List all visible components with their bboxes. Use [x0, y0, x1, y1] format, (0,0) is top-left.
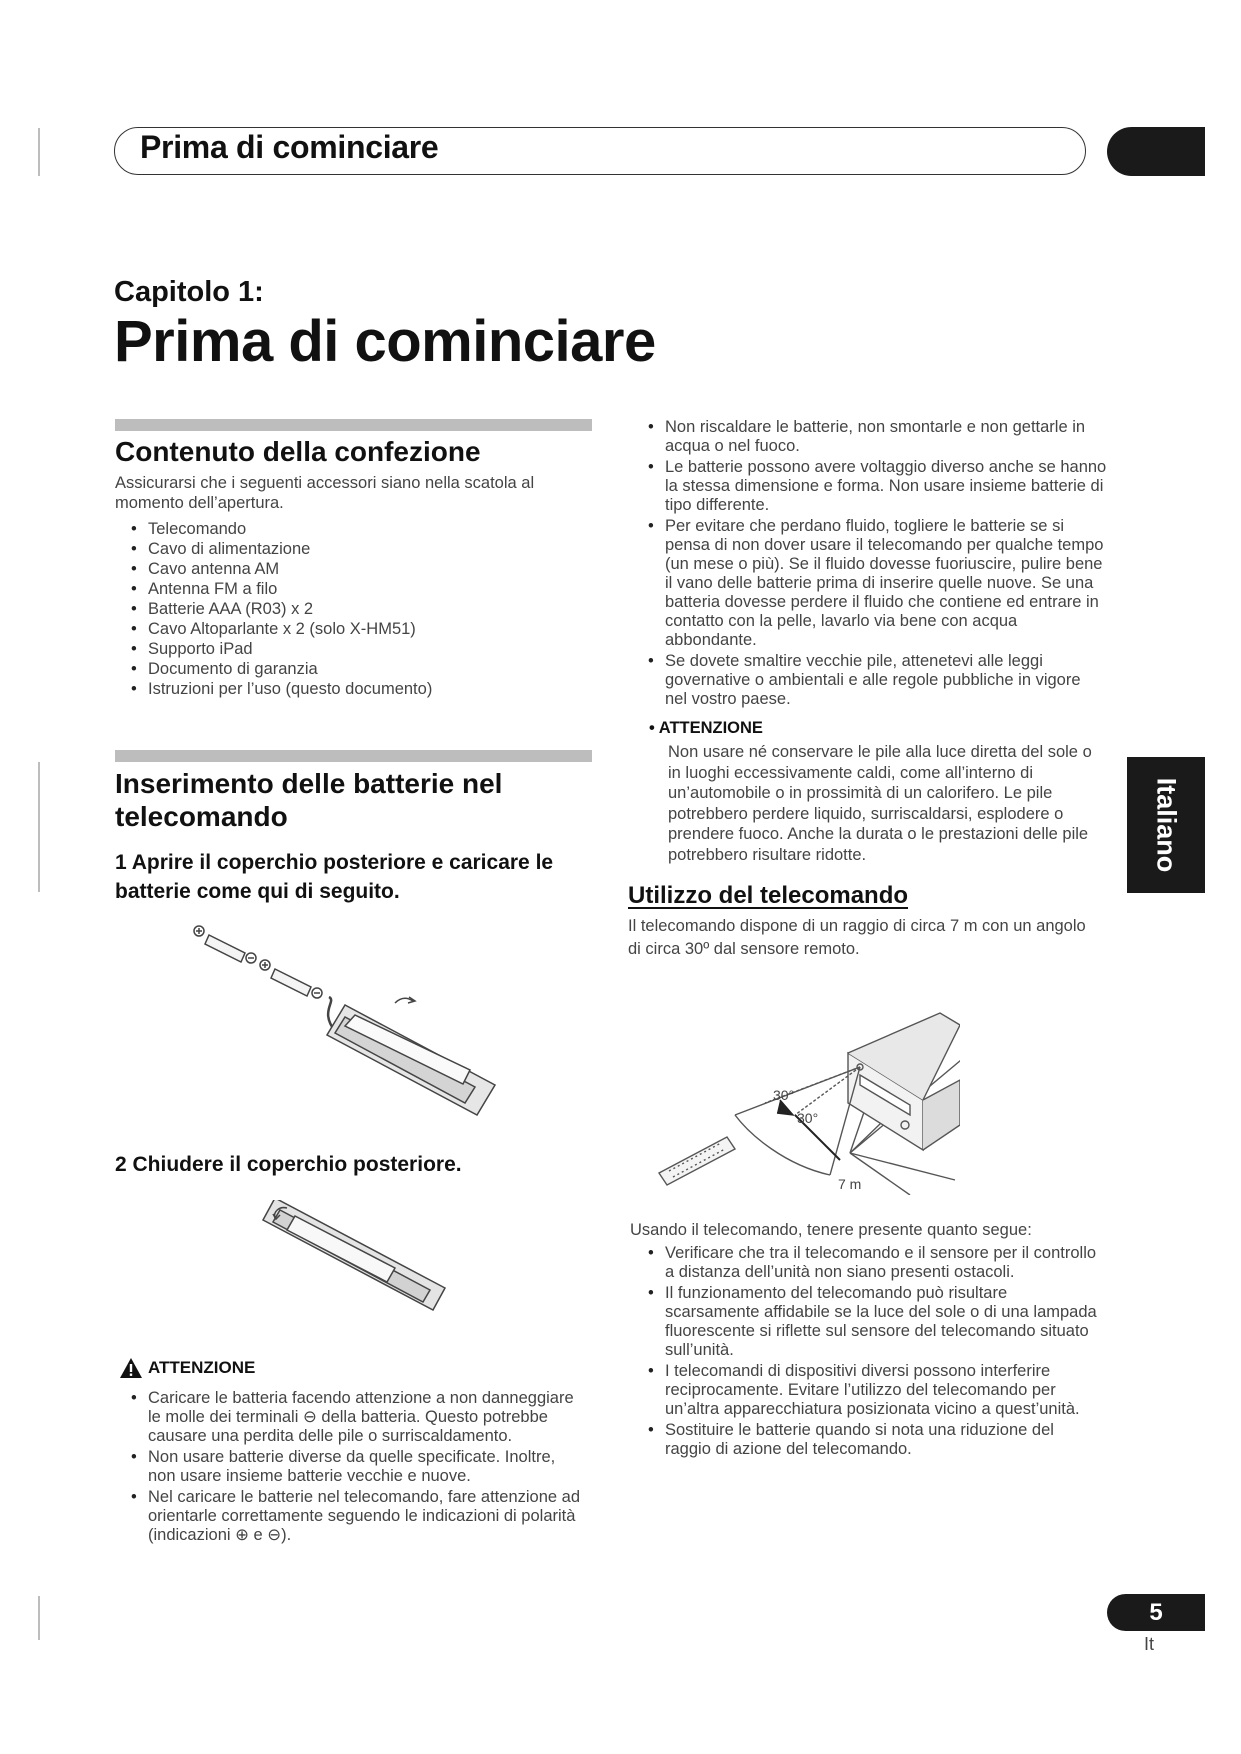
- remote-use-heading: Utilizzo del telecomando: [628, 882, 909, 909]
- margin-mark-top: [38, 128, 40, 176]
- chapter-title: Prima di cominciare: [114, 309, 656, 374]
- angle-label-top: 30°: [773, 1087, 795, 1103]
- list-item: • Antenna FM a filo: [130, 579, 590, 599]
- list-item: • Telecomando: [130, 519, 590, 539]
- list-item: • Per evitare che perdano fluido, togliere le batterie se si pensa di non dover usare il telecomando per qualche tempo (un mese o più). Se il fluido dovesse fuoriuscire, pulire bene il vano delle batterie prima di inserire quelle nuove. Se una batteria dovesse perdere il fluido che contiene ed entrare in contatto con la pelle, lavarlo via bene con acqua abbondante.: [647, 517, 1107, 650]
- language-tab-label: Italiano: [1151, 777, 1182, 873]
- package-intro: Assicurarsi che i seguenti accessori siano nella scatola al momento dell’apertura.: [115, 474, 535, 512]
- warning-icon: [119, 1357, 143, 1379]
- list-item: • Il funzionamento del telecomando può risultare scarsamente affidabile se la luce del sole o di una lampada fluorescente si riflette sul sensore del telecomando situato sull’unità.: [647, 1284, 1102, 1360]
- remote-notes-list: [647, 1244, 1102, 1461]
- list-item: • Le batterie possono avere voltaggio diverso anche se hanno la stessa dimensione e forma. Non usare insieme batterie di tipo differente.: [647, 458, 1107, 515]
- caution-label-text: ATTENZIONE: [658, 719, 763, 737]
- caution-label: • ATTENZIONE: [649, 719, 763, 737]
- battery-warning-list: [130, 1389, 585, 1547]
- remote-use-intro: Il telecomando dispone di un raggio di circa 7 m con un angolo di circa 30º dal sensore remoto.: [628, 917, 1086, 958]
- distance-label: 7 m: [838, 1176, 862, 1192]
- caution-text: Non usare né conservare le pile alla luce diretta del sole o in luoghi eccessivamente caldi, come all’interno di un’automobile o in prossimità di un calorifero. Le pile potrebbero perdere liquido, surriscaldarsi, esplodere o prendere fuoco. Anche la durata o le prestazioni delle pile potrebbero risultare ridotte.: [668, 743, 1092, 864]
- step-1: 1 Aprire il coperchio posteriore e caricare le batterie come qui di seguito.: [115, 851, 554, 903]
- list-item: • Istruzioni per l’uso (questo documento): [130, 679, 590, 699]
- list-item: • Documento di garanzia: [130, 659, 590, 679]
- remote-notes-intro: Usando il telecomando, tenere presente quanto segue:: [630, 1221, 1032, 1239]
- section-divider: [115, 750, 592, 762]
- batteries-heading: Inserimento delle batterie nel telecomando: [115, 768, 503, 832]
- list-item: • Cavo Altoparlante x 2 (solo X-HM51): [130, 619, 590, 639]
- list-item: • Non usare batterie diverse da quelle specificate. Inoltre, non usare insieme batterie vecchie e nuove.: [130, 1448, 585, 1486]
- angle-label-bottom: 30°: [797, 1110, 819, 1126]
- cover-closing-illustration: [255, 1200, 455, 1330]
- section-divider: [115, 419, 592, 431]
- header-title: Prima di cominciare: [140, 129, 439, 165]
- list-item: • Caricare le batteria facendo attenzione a non danneggiare le molle dei terminali ⊖ della batteria. Questo potrebbe causare una perdita delle pile o surriscaldamento.: [130, 1389, 585, 1446]
- list-item: • Cavo antenna AM: [130, 559, 590, 579]
- list-item: • Batterie AAA (R03) x 2: [130, 599, 590, 619]
- package-list: [130, 519, 590, 699]
- battery-insertion-illustration: [185, 925, 525, 1125]
- list-item: • I telecomandi di dispositivi diversi possono interferire reciprocamente. Evitare l’utilizzo del telecomando per un’altra apparecchiatura posizionata vicino a quest’unità.: [647, 1362, 1102, 1419]
- list-item: • Se dovete smaltire vecchie pile, attenetevi alle leggi governative o ambientali e alle regole pubbliche in vigore nel vostro paese.: [647, 652, 1107, 709]
- list-item: • Non riscaldare le batterie, non smontarle e non gettarle in acqua o nel fuoco.: [647, 418, 1107, 456]
- list-item: • Cavo di alimentazione: [130, 539, 590, 559]
- step-2: 2 Chiudere il coperchio posteriore.: [115, 1153, 462, 1176]
- list-item: • Nel caricare le batterie nel telecomando, fare attenzione ad orientarle correttamente seguendo le indicazioni di polarità (indicazioni ⊕ e ⊖).: [130, 1488, 585, 1545]
- page-language: It: [1144, 1634, 1155, 1654]
- package-heading: Contenuto della confezione: [115, 436, 481, 467]
- margin-mark-bottom: [38, 1596, 40, 1640]
- range-diagram-art: [655, 975, 960, 1195]
- battery-precautions-list: [647, 418, 1107, 711]
- list-item: • Sostituire le batterie quando si nota una riduzione del raggio di azione del telecomando.: [647, 1421, 1102, 1459]
- chapter-label: Capitolo 1:: [114, 276, 264, 308]
- list-item: • Verificare che tra il telecomando e il sensore per il controllo a distanza dell’unità non siano presenti ostacoli.: [647, 1244, 1102, 1282]
- header-tab: [1107, 127, 1205, 176]
- margin-mark-middle: [38, 762, 40, 892]
- page-number: 5: [1107, 1594, 1205, 1631]
- language-tab: [1127, 757, 1205, 893]
- list-item: • Supporto iPad: [130, 639, 590, 659]
- warning-heading: ATTENZIONE: [148, 1358, 256, 1377]
